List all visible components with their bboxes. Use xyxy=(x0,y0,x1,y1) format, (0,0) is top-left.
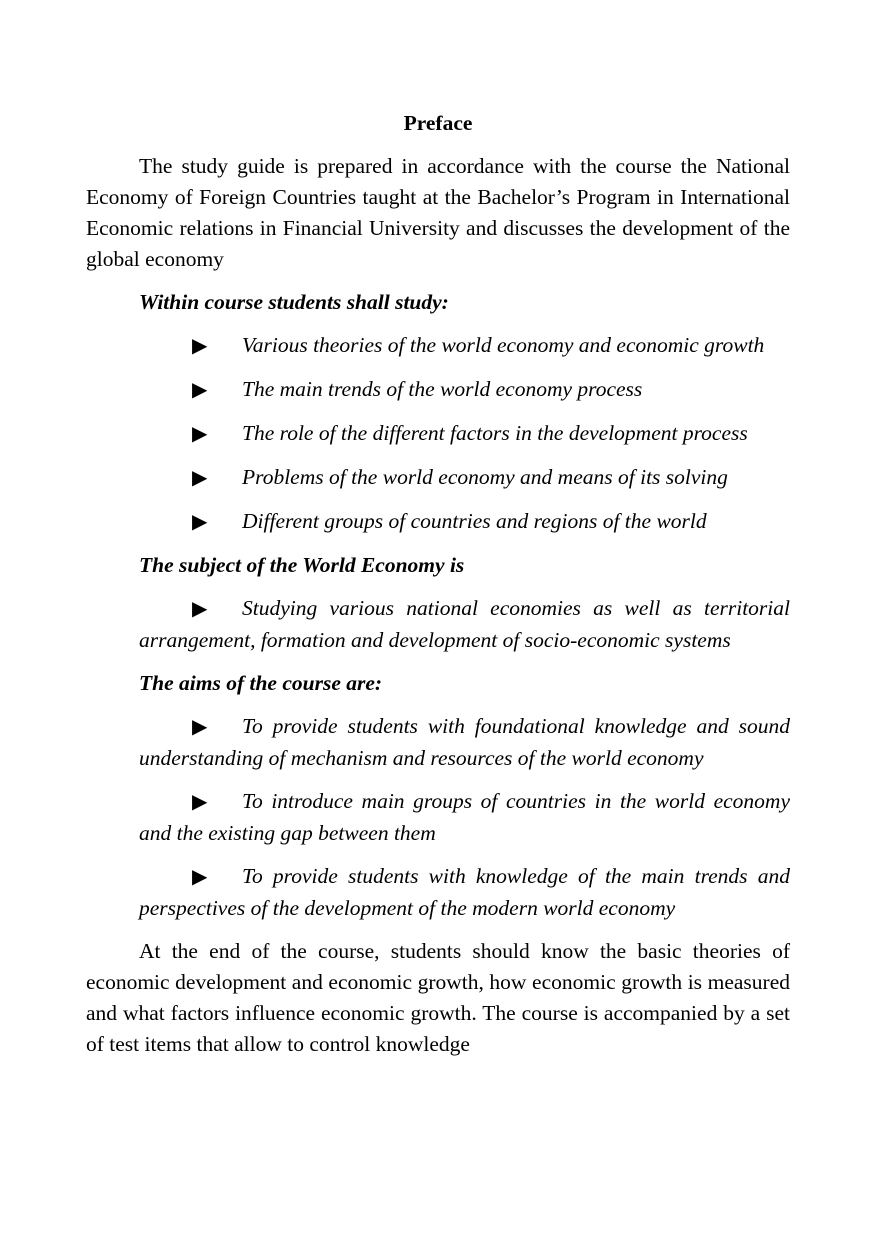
bullet-arrow-icon: ▶ xyxy=(192,866,208,888)
study-heading: Within course students shall study: xyxy=(139,290,449,314)
subject-heading: The subject of the World Economy is xyxy=(139,553,465,577)
aims-heading: The aims of the course are: xyxy=(139,671,383,695)
bullet-arrow-icon: ▶ xyxy=(192,791,208,813)
bullet-arrow-icon: ▶ xyxy=(192,335,208,357)
list-item xyxy=(139,418,790,450)
list-item-text: To provide students with foundational knowledge and sound understanding of mechanism and resources of the world economy xyxy=(139,714,790,770)
bullet-arrow-icon: ▶ xyxy=(192,716,208,738)
intro-paragraph: The study guide is prepared in accordance with the course the National Economy of Foreign Countries taught at the Bachelor’s Program in International Economic relations in Financial University and discusses the development of the global economy xyxy=(86,154,790,271)
list-item-text: Problems of the world economy and means of its solving xyxy=(242,465,728,489)
list-item xyxy=(139,593,790,656)
bullet-arrow-icon: ▶ xyxy=(192,467,208,489)
bullet-arrow-icon: ▶ xyxy=(192,423,208,445)
conclusion-paragraph: At the end of the course, students should know the basic theories of economic development and economic growth, how economic growth is measured and what factors influence economic growth. The course is accompanied by a set of test items that allow to control knowledge xyxy=(86,939,790,1056)
document-page xyxy=(86,108,790,1072)
list-item-text: Different groups of countries and regions of the world xyxy=(242,509,707,533)
list-item xyxy=(139,711,790,774)
list-item-text: To provide students with knowledge of the main trends and perspectives of the development of the modern world economy xyxy=(139,864,790,920)
list-item xyxy=(139,462,790,494)
list-item-text: Various theories of the world economy and economic growth xyxy=(242,333,765,357)
list-item-text: Studying various national economies as well as territorial arrangement, formation and development of socio-economic systems xyxy=(139,596,790,652)
list-item-text: To introduce main groups of countries in the world economy and the existing gap between them xyxy=(139,789,790,845)
list-item-text: The role of the different factors in the development process xyxy=(242,421,748,445)
list-item xyxy=(139,861,790,924)
list-item xyxy=(139,786,790,849)
bullet-arrow-icon: ▶ xyxy=(192,511,208,533)
page-title: Preface xyxy=(403,111,473,135)
list-item xyxy=(139,330,790,362)
bullet-arrow-icon: ▶ xyxy=(192,598,208,620)
list-item xyxy=(139,374,790,406)
list-item xyxy=(139,506,790,538)
bullet-arrow-icon: ▶ xyxy=(192,379,208,401)
list-item-text: The main trends of the world economy process xyxy=(242,377,643,401)
